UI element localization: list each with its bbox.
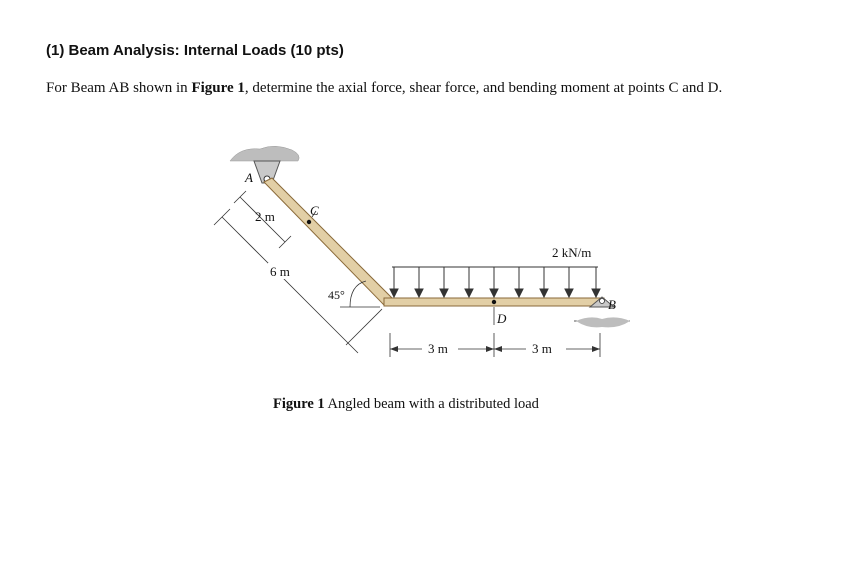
- ground-b: [576, 317, 630, 327]
- point-c-label: C: [310, 203, 319, 218]
- point-d-label: D: [497, 311, 507, 326]
- load-label: 2 kN/m: [552, 245, 592, 260]
- angle-label: 45°: [328, 288, 345, 302]
- point-b-label: B: [608, 297, 616, 312]
- prompt-after: , determine the axial force, shear force, and bending moment at points C and D.: [244, 80, 723, 96]
- caption-label: Figure 1: [273, 396, 325, 412]
- ceiling-ground: [230, 146, 299, 161]
- problem-statement: [46, 80, 722, 97]
- figure-caption: [273, 396, 539, 413]
- dim-arrow-4: [592, 346, 600, 352]
- dim-arrow-1: [390, 346, 398, 352]
- point-c-dot: [307, 220, 311, 224]
- angle-arc: [350, 281, 366, 307]
- dim-arrow-3: [494, 346, 502, 352]
- dim-incline-label: 6 m: [270, 264, 290, 279]
- caption-text: Angled beam with a distributed load: [324, 396, 539, 412]
- beam-figure: [200, 135, 650, 375]
- beam-incline: [264, 178, 392, 305]
- problem-heading: (1) Beam Analysis: Internal Loads (10 pts): [46, 42, 344, 59]
- pin-b: [600, 299, 605, 304]
- dim-incline-ext2: [346, 309, 382, 345]
- prompt-before: For Beam AB shown in: [46, 80, 192, 96]
- point-d-dot: [492, 300, 496, 304]
- dim-arrow-2: [486, 346, 494, 352]
- figure-reference: Figure 1: [191, 80, 245, 96]
- point-a-label: A: [245, 170, 253, 185]
- load-arrows: [390, 267, 600, 297]
- beam-diagram: [200, 135, 650, 375]
- dim-left-span-label: 3 m: [428, 341, 448, 356]
- dim-right-span-label: 3 m: [532, 341, 552, 356]
- dim-ac-label: 2 m: [255, 209, 275, 224]
